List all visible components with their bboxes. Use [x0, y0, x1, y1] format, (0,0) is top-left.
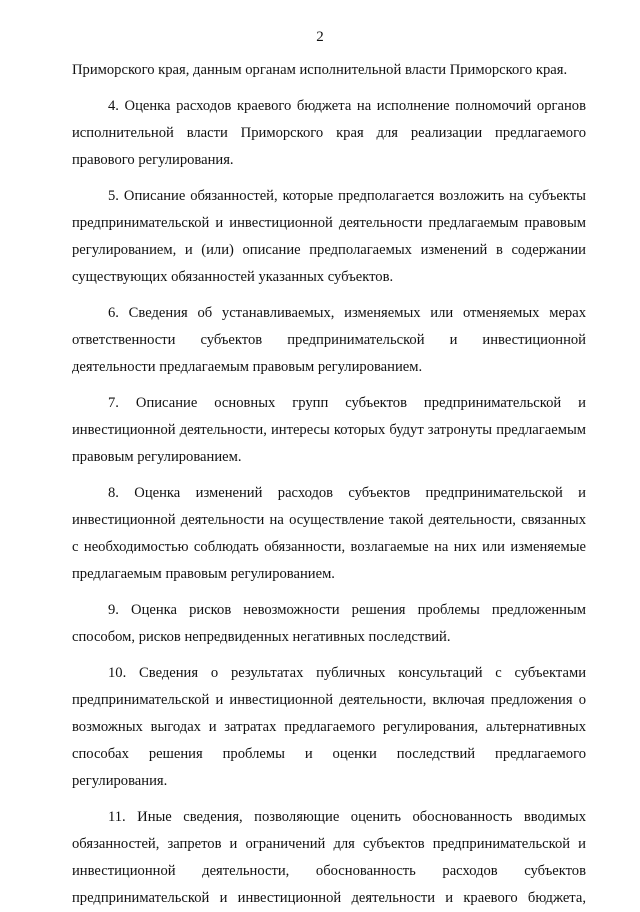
paragraph-item-10: 10. Сведения о результатах публичных консультаций с субъектами предпринимательской и инвестиционной деятельности, включая предложения о возможных выгодах и затратах предлагаемого регулирования, альтернативных способах решения проблемы и оценки последствий предлагаемого регулирования.	[72, 665, 586, 789]
paragraph-item-4: 4. Оценка расходов краевого бюджета на исполнение полномочий органов исполнительной власти Приморского края для реализации предлагаемого правового регулирования.	[72, 98, 586, 168]
paragraph-item-7: 7. Описание основных групп субъектов предпринимательской и инвестиционной деятельности, интересы которых будут затронуты предлагаемым правовым регулированием.	[72, 395, 586, 465]
page-number: 2	[316, 29, 324, 45]
paragraph-continuation: Приморского края, данным органам исполнительной власти Приморского края.	[72, 62, 568, 78]
paragraph-item-11: 11. Иные сведения, позволяющие оценить обоснованность вводимых обязанностей, запретов и ограничений для субъектов предпринимательской и инвестиционной деятельности, обоснованность расходов субъектов предпринимательской и инвестиционной деятельности и краевого бюджета,	[72, 809, 586, 906]
paragraph-item-8: 8. Оценка изменений расходов субъектов предпринимательской и инвестиционной деятельности на осуществление такой деятельности, связанных с необходимостью соблюдать обязанности, возлагаемые на них или изменяемые предлагаемым правовым регулированием.	[72, 485, 586, 582]
paragraph-item-6: 6. Сведения об устанавливаемых, изменяемых или отменяемых мерах ответственности субъектов предпринимательской и инвестиционной деятельности предлагаемым правовым регулированием.	[72, 305, 586, 375]
paragraph-item-5: 5. Описание обязанностей, которые предполагается возложить на субъекты предпринимательской и инвестиционной деятельности предлагаемым правовым регулированием, и (или) описание предполагаемых изменений в содержании существующих обязанностей указанных субъектов.	[72, 188, 586, 285]
document-body	[72, 57, 586, 912]
paragraph-item-9: 9. Оценка рисков невозможности решения проблемы предложенным способом, рисков непредвиденных негативных последствий.	[72, 602, 586, 645]
